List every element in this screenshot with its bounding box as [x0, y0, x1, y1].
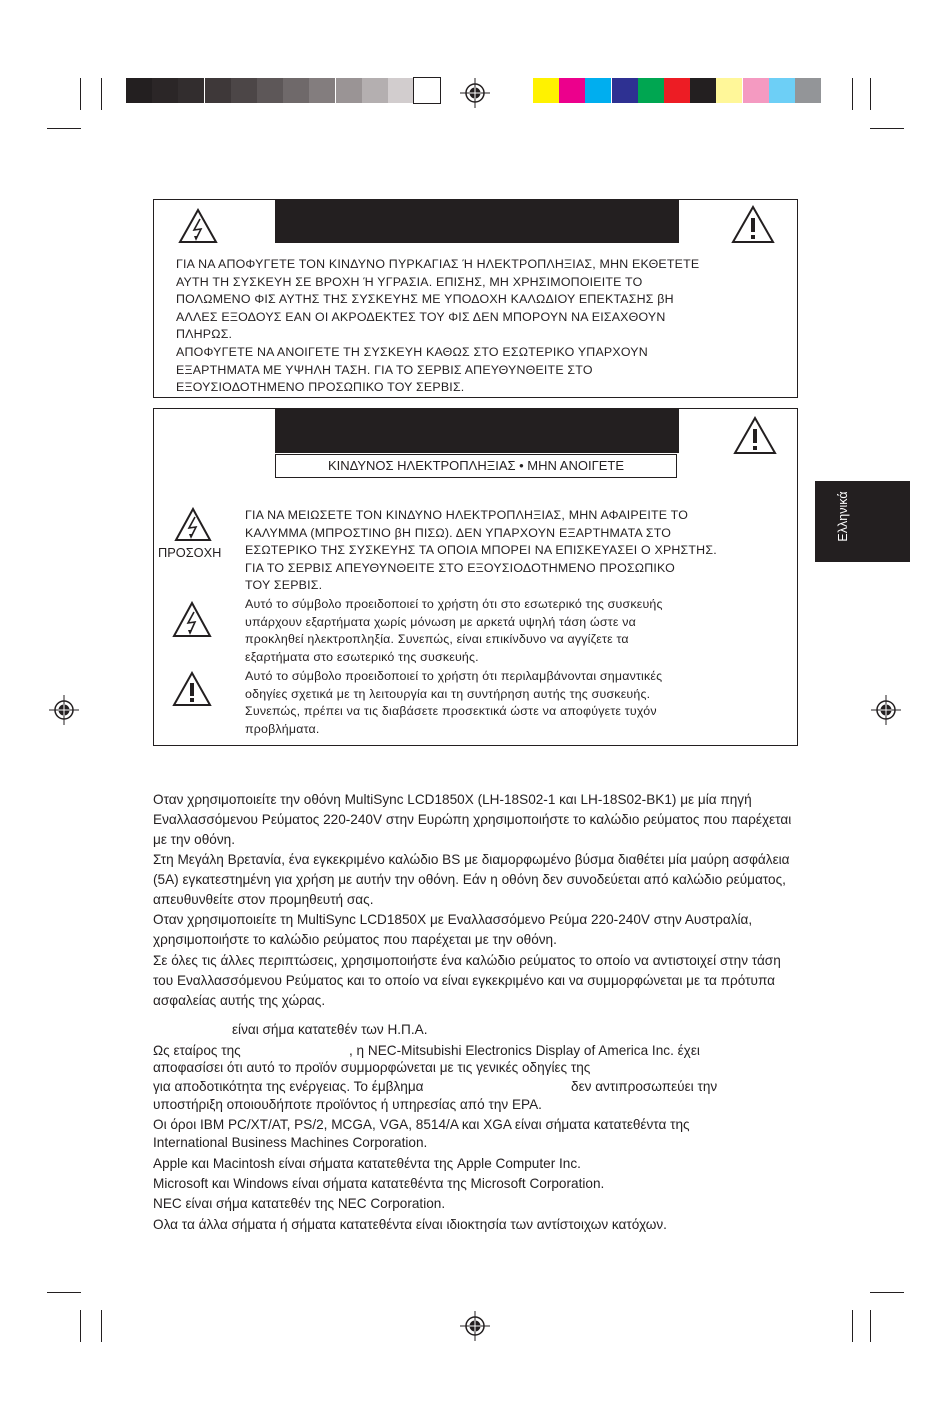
- paragraph-europe: Οταν χρησιμοποιείτε την οθόνη MultiSync LCD1850X (LH-18S02-1 και LH-18S02-BK1) με μία πηγή Εναλλασσόμενου Ρεύματος 220-240V στην Ευρώπη χρησιμοποιήστε το καλώδιο ρεύματος που παρέχεται με την οθόνη.: [153, 792, 792, 847]
- high-voltage-icon: [172, 601, 212, 638]
- gray-swatch: [178, 78, 204, 103]
- trademark-line: NEC είναι σήμα κατατεθέν της NEC Corporation.: [153, 1196, 446, 1211]
- trademark-line: αποφασίσει ότι αυτό το προϊόν συμμορφώνεται με τις γενικές οδηγίες της: [153, 1060, 591, 1075]
- gray-swatch: [231, 78, 257, 103]
- color-swatch: [559, 78, 585, 103]
- gray-swatch: [336, 78, 362, 103]
- trademark-line: Ολα τα άλλα σήματα ή σήματα κατατεθέντα είναι ιδιοκτησία των αντίστοιχων κατόχων.: [153, 1217, 667, 1232]
- color-swatch: [585, 78, 611, 103]
- trademark-line: Apple και Macintosh είναι σήματα κατατεθέντα της Apple Computer Inc.: [153, 1156, 581, 1171]
- trademark-line: υποστήριξη οποιουδήποτε προϊόντος ή υπηρεσίας από την EPA.: [153, 1097, 542, 1112]
- shock-hazard-label: ΚΙΝΔΥΝΟΣ ΗΛΕΚΤΡΟΠΛΗΞΙΑΣ • ΜΗΝ ΑΝΟΙΓΕΤΕ: [275, 454, 677, 478]
- trademark-line: δεν αντιπροσωπεύει την: [571, 1079, 718, 1094]
- gray-swatch: [152, 78, 178, 103]
- trademark-line: για αποδοτικότητα της ενέργειας. Το έμβλημα: [153, 1079, 424, 1094]
- language-tab: [815, 481, 910, 562]
- voltage-symbol-text: Αυτό το σύμβολο προειδοποιεί το χρήστη ότι στο εσωτερικό της συσκευής υπάρχουν εξαρτήματα χωρίς μόνωση με αρκετά υψηλή τάση ώστε να προκληθεί ηλεκτροπληξία. Συνεπώς, είναι επικίνδυνο να αγγίζετε τα εξαρτήματα στο εσωτερικό της συσκευής.: [245, 597, 663, 664]
- warning-title-bar: [275, 200, 679, 243]
- exclamation-warning-icon: [733, 416, 777, 456]
- caution-box: [153, 408, 798, 746]
- exclamation-warning-icon: [172, 671, 212, 707]
- trademark-line: Ως εταίρος της: [153, 1043, 241, 1058]
- paragraph-australia: Οταν χρησιμοποιείτε τη MultiSync LCD1850X με Εναλλασσόμενο Ρεύμα 220-240V στην Αυστραλία, χρησιμοποιήστε το καλώδιο ρεύματος που παρέχεται με την οθόνη.: [153, 912, 753, 947]
- color-swatch: [769, 78, 795, 103]
- trademark-line: , η NEC-Mitsubishi Electronics Display of America Inc. έχει: [349, 1043, 700, 1058]
- caution-label: ΠΡΟΣΟΧΗ: [158, 545, 222, 560]
- gray-swatch: [205, 78, 231, 103]
- high-voltage-icon: [174, 507, 212, 542]
- color-swatch: [664, 78, 690, 103]
- paragraph-other: Σε όλες τις άλλες περιπτώσεις, χρησιμοποιήστε ένα καλώδιο ρεύματος το οποίο να αντιστοιχεί στην τάση του Εναλλασσόμενου Ρεύματος και το οποίο να είναι εγκεκριμένο και να συμμορφώνεται με τα πρότυπα ασφαλείας αυτής της χώρας.: [153, 953, 781, 1008]
- color-swatch: [795, 78, 821, 103]
- caution-title-bar: [275, 409, 679, 453]
- gray-swatch: [388, 78, 414, 103]
- gray-swatch: [309, 78, 335, 103]
- exclamation-warning-icon: [731, 205, 775, 245]
- gray-swatch: [126, 78, 152, 103]
- color-swatch: [612, 78, 638, 103]
- gray-swatch: [414, 78, 440, 103]
- high-voltage-icon: [178, 208, 218, 244]
- attention-symbol-text: Αυτό το σύμβολο προειδοποιεί το χρήστη ότι περιλαμβάνονται σημαντικές οδηγίες σχετικά με τη λειτουργία και τη συντήρηση αυτής της συσκευής. Συνεπώς, πρέπει να τις διαβάσετε προσεκτικά ώστε να αποφύγετε τυχόν προβλήματα.: [245, 669, 663, 736]
- trademark-line: είναι σήμα κατατεθέν των Η.Π.Α.: [232, 1022, 428, 1037]
- trademark-line: Οι όροι IBM PC/XT/AT, PS/2, MCGA, VGA, 8514/A και XGA είναι σήματα κατατεθέντα της: [153, 1117, 690, 1132]
- color-swatch: [533, 78, 559, 103]
- registration-mark-icon: [460, 1311, 490, 1341]
- color-swatch: [638, 78, 664, 103]
- registration-mark-icon: [460, 78, 490, 108]
- warning-box: [153, 199, 798, 398]
- color-swatch: [690, 78, 716, 103]
- gray-swatch: [257, 78, 283, 103]
- trademark-line: International Business Machines Corporation.: [153, 1135, 428, 1150]
- gray-swatch: [283, 78, 309, 103]
- registration-mark-icon: [49, 695, 79, 725]
- color-swatch: [716, 78, 742, 103]
- language-tab-label: Ελληνικά: [836, 491, 850, 542]
- paragraph-uk: Στη Μεγάλη Βρετανία, ένα εγκεκριμένο καλώδιο BS με διαμορφωμένο βύσμα διαθέτει μία μαύρη ασφάλεια (5A) εγκατεστημένη για χρήση με αυτήν την οθόνη. Εάν η οθόνη δεν συνοδεύεται από καλώδιο ρεύματος, απευθυνθείτε στον προμηθευτή σας.: [153, 852, 790, 907]
- trademark-line: Microsoft και Windows είναι σήματα κατατεθέντα της Microsoft Corporation.: [153, 1176, 605, 1191]
- caution-text: ΓΙΑ ΝΑ ΜΕΙΩΣΕΤΕ ΤΟΝ ΚΙΝΔΥΝΟ ΗΛΕΚΤΡΟΠΛΗΞΙΑΣ, ΜΗΝ ΑΦΑΙΡΕΙΤΕ ΤΟ ΚΑΛΥΜΜΑ (ΜΠΡΟΣΤΙΝΟ βΗ ΠΙΣΩ). ΔΕΝ ΥΠΑΡΧΟΥΝ ΕΞΑΡΤΗΜΑΤΑ ΣΤΟ ΕΣΩΤΕΡΙΚΟ ΤΗΣ ΣΥΣΚΕΥΗΣ ΤΑ ΟΠΟΙΑ ΜΠΟΡΕΙ ΝΑ ΕΠΙΣΚΕΥΑΣΕΙ Ο ΧΡΗΣΤΗΣ. ΓΙΑ ΤΟ ΣΕΡΒΙΣ ΑΠΕΥΘΥΝΘΕΙΤΕ ΣΤΟ ΕΞΟΥΣΙΟΔΟΤΗΜΕΝΟ ΠΡΟΣΩΠΙΚΟ ΤΟΥ ΣΕΡΒΙΣ.: [245, 508, 717, 593]
- registration-mark-icon: [871, 695, 901, 725]
- warning-text: ΓΙΑ ΝΑ ΑΠΟΦΥΓΕΤΕ ΤΟΝ ΚΙΝΔΥΝΟ ΠΥΡΚΑΓΙΑΣ Ή ΗΛΕΚΤΡΟΠΛΗΞΙΑΣ, ΜΗΝ ΕΚΘΕΤΕΤΕ ΑΥΤΗ ΤΗ ΣΥΣΚΕΥΗ ΣΕ ΒΡΟΧΗ Ή ΥΓΡΑΣΙΑ. ΕΠΙΣΗΣ, ΜΗ ΧΡΗΣΙΜΟΠΟΙΕΙΤΕ ΤΟ ΠΟΛΩΜΕΝΟ ΦΙΣ ΑΥΤΗΣ ΤΗΣ ΣΥΣΚΕΥΗΣ ΜΕ ΥΠΟΔΟΧΗ ΚΑΛΩΔΙΟΥ ΕΠΕΚΤΑΣΗΣ βΗ ΑΛΛΕΣ ΕΞΟΔΟΥΣ ΕΑΝ ΟΙ ΑΚΡΟΔΕΚΤΕΣ ΤΟΥ ΦΙΣ ΔΕΝ ΜΠΟΡΟΥΝ ΝΑ ΕΙΣΑΧΘΟΥΝ ΠΛΗΡΩΣ. ΑΠΟΦΥΓΕΤΕ ΝΑ ΑΝΟΙΓΕΤΕ ΤΗ ΣΥΣΚΕΥΗ ΚΑΘΩΣ ΣΤΟ ΕΣΩΤΕΡΙΚΟ ΥΠΑΡΧΟΥΝ ΕΞΑΡΤΗΜΑΤΑ ΜΕ ΥΨΗΛΗ ΤΑΣΗ. ΓΙΑ ΤΟ ΣΕΡΒΙΣ ΑΠΕΥΘΥΝΘΕΙΤΕ ΣΤΟ ΕΞΟΥΣΙΟΔΟΤΗΜΕΝΟ ΠΡΟΣΩΠΙΚΟ ΤΟΥ ΣΕΡΒΙΣ.: [176, 257, 700, 395]
- color-swatch: [743, 78, 769, 103]
- gray-swatch: [362, 78, 388, 103]
